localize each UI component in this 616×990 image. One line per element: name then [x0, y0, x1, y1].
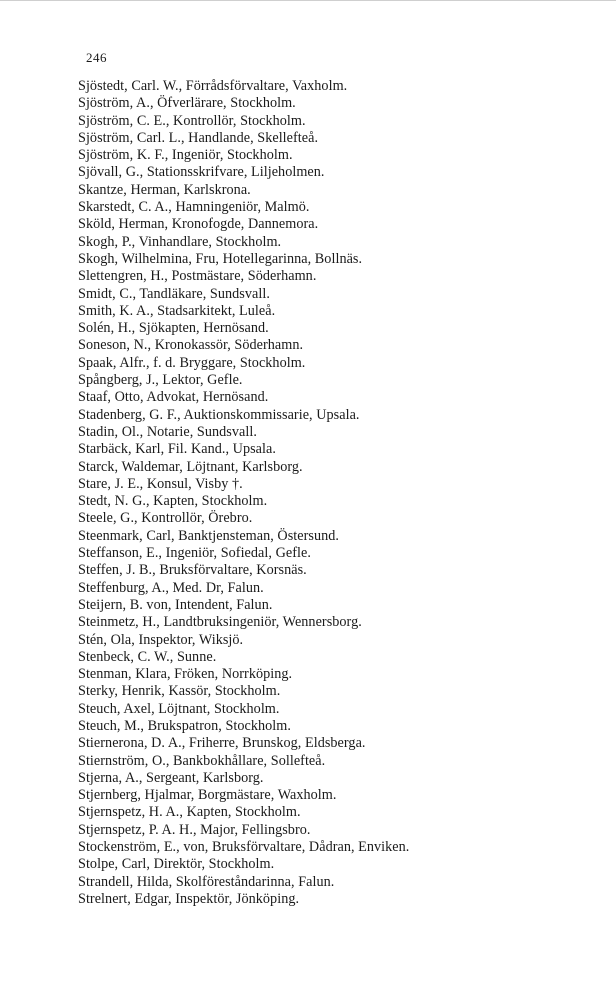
directory-entry: Steijern, B. von, Intendent, Falun. [78, 596, 273, 613]
directory-entry: Staaf, Otto, Advokat, Hernösand. [78, 389, 269, 406]
directory-entry: Stenbeck, C. W., Sunne. [78, 648, 217, 665]
directory-entry: Sköld, Herman, Kronofogde, Dannemora. [78, 216, 319, 233]
directory-entry: Smith, K. A., Stadsarkitekt, Luleå. [78, 302, 276, 319]
directory-entry: Stjernspetz, H. A., Kapten, Stockholm. [78, 804, 301, 821]
directory-entry: Starck, Waldemar, Löjtnant, Karlsborg. [78, 458, 303, 475]
directory-entry: Steffen, J. B., Bruksförvaltare, Korsnäs. [78, 562, 307, 579]
directory-entry: Strelnert, Edgar, Inspektör, Jönköping. [78, 890, 300, 907]
directory-entry: Sterky, Henrik, Kassör, Stockholm. [78, 683, 281, 700]
directory-entry: Steffanson, E., Ingeniör, Sofiedal, Gefle. [78, 545, 311, 562]
directory-entry: Steffenburg, A., Med. Dr, Falun. [78, 579, 264, 596]
directory-entry: Stedt, N. G., Kapten, Stockholm. [78, 493, 268, 510]
directory-entry: Skogh, Wilhelmina, Fru, Hotellegarinna, Bollnäs. [78, 250, 363, 267]
directory-entry: Solén, H., Sjökapten, Hernösand. [78, 320, 269, 337]
directory-entry: Sjöström, K. F., Ingeniör, Stockholm. [78, 147, 293, 164]
directory-entry: Spångberg, J., Lektor, Gefle. [78, 372, 243, 389]
directory-entry: Steenmark, Carl, Banktjensteman, Östersund. [78, 527, 340, 544]
directory-entry: Smidt, C., Tandläkare, Sundsvall. [78, 285, 270, 302]
directory-entry: Slettengren, H., Postmästare, Söderhamn. [78, 268, 317, 285]
directory-entry: Skogh, P., Vinhandlare, Stockholm. [78, 233, 282, 250]
directory-entry: Starbäck, Karl, Fil. Kand., Upsala. [78, 441, 276, 458]
directory-entry: Stiernström, O., Bankbokhållare, Sollefteå. [78, 752, 326, 769]
directory-entry: Skantze, Herman, Karlskrona. [78, 181, 251, 198]
directory-entry: Stolpe, Carl, Direktör, Stockholm. [78, 856, 275, 873]
directory-entry: Stadenberg, G. F., Auktionskommissarie, Upsala. [78, 406, 360, 423]
directory-entry: Strandell, Hilda, Skolföreståndarinna, Falun. [78, 873, 335, 890]
directory-entry: Stiernerona, D. A., Friherre, Brunskog, Eldsberga. [78, 735, 366, 752]
page-number: 246 [86, 50, 107, 65]
directory-entry: Stenman, Klara, Fröken, Norrköping. [78, 666, 293, 683]
directory-entry: Stén, Ola, Inspektor, Wiksjö. [78, 631, 244, 648]
directory-entry: Sjöström, A., Öfverlärare, Stockholm. [78, 95, 296, 112]
directory-entry: Sjöstedt, Carl. W., Förrådsförvaltare, Vaxholm. [78, 78, 348, 94]
directory-entry: Spaak, Alfr., f. d. Bryggare, Stockholm. [78, 354, 306, 371]
page-top-rule [0, 0, 616, 1]
directory-entry: Steele, G., Kontrollör, Örebro. [78, 510, 253, 527]
directory-entry: Stjerna, A., Sergeant, Karlsborg. [78, 769, 264, 786]
directory-entry: Skarstedt, C. A., Hamningeniör, Malmö. [78, 199, 310, 216]
directory-entry: Stare, J. E., Konsul, Visby †. [78, 475, 243, 492]
directory-entry: Stjernspetz, P. A. H., Major, Fellingsbro. [78, 821, 311, 838]
directory-entry: Stadin, Ol., Notarie, Sundsvall. [78, 423, 257, 440]
directory-entry: Sjöström, Carl. L., Handlande, Skellefteå. [78, 129, 319, 146]
directory-entry: Steinmetz, H., Landtbruksingeniör, Wennersborg. [78, 614, 362, 631]
directory-entry: Sjöström, C. E., Kontrollör, Stockholm. [78, 112, 306, 129]
directory-entry: Stockenström, E., von, Bruksförvaltare, Dådran, Enviken. [78, 839, 410, 856]
directory-entry: Steuch, Axel, Löjtnant, Stockholm. [78, 700, 280, 717]
directory-entry: Steuch, M., Brukspatron, Stockholm. [78, 717, 291, 734]
directory-entry: Stjernberg, Hjalmar, Borgmästare, Waxholm. [78, 787, 337, 804]
directory-entry: Soneson, N., Kronokassör, Söderhamn. [78, 337, 304, 354]
directory-entry-list [78, 78, 608, 908]
directory-entry: Sjövall, G., Stationsskrifvare, Liljeholmen. [78, 164, 325, 181]
